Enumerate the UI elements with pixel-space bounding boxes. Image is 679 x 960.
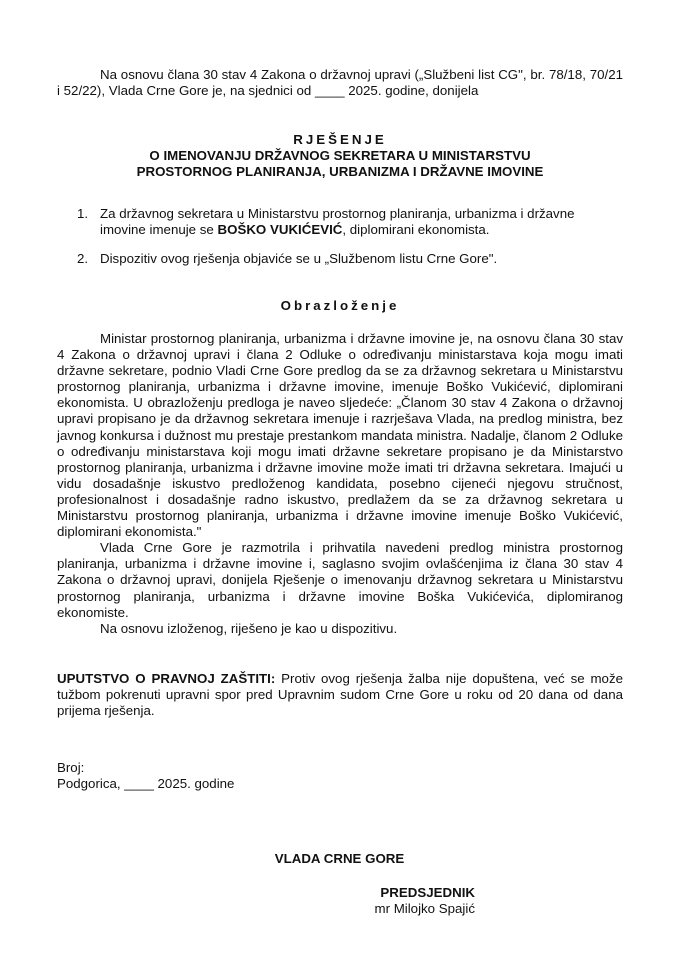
list-number: 2.	[77, 251, 89, 267]
list-text: Dispozitiv ovog rješenja objaviće se u „Službenom listu Crne Gore".	[100, 251, 498, 267]
document-title: RJEŠENJE	[293, 132, 387, 147]
reasoning-body	[57, 331, 623, 637]
decision-list	[57, 206, 623, 268]
reasoning-title: Obrazloženje	[280, 298, 400, 313]
signatory-name: mr Milojko Spajić	[374, 901, 475, 917]
item-text: Za državnog sekretara u Ministarstvu prostornog planiranja, urbanizma i državne imovine imenuje se	[100, 206, 575, 238]
place-date: Podgorica, ____ 2025. godine	[57, 776, 235, 792]
signature-block	[345, 885, 475, 917]
reasoning-paragraph: Na osnovu izloženog, riješeno je kao u dispozitivu.	[100, 620, 398, 636]
appointee-name: BOŠKO VUKIĆEVIĆ	[217, 222, 343, 238]
item-text-after: , diplomirani ekonomista.	[342, 222, 490, 238]
document-number-label: Broj:	[57, 760, 85, 775]
reasoning-paragraph: Vlada Crne Gore je razmotrila i prihvatila navedeni predlog ministra prostornog planiranja, urbanizma i državne imovine i, saglasno svojim ovlašćenjima iz člana 30 stav 4 Zakona o državnoj upravi, donijela Rješenje o imenovanju državnog sekretara u Ministarstvu prostornog planiranja, urbanizma i državne imovine Boška Vukićevića, diplomiranog ekonomiste.	[57, 540, 623, 620]
government-name: VLADA CRNE GORE	[274, 851, 405, 866]
list-text	[100, 206, 623, 238]
legal-remedy-label: UPUTSTVO O PRAVNOJ ZAŠTITI:	[57, 671, 276, 686]
reasoning-paragraph: Ministar prostornog planiranja, urbanizma i državne imovine je, na osnovu člana 30 stav 4 Zakona o državnoj upravi i člana 2 Odluke o određivanju ministarstava koja mogu imati državne sekretare, podnio Vladi Crne Gore predlog da se za državnog sekretara u Ministarstvu prostornog planiranja, urbanizma i državne imovine, imenuje Boško Vukićević, diplomirani ekonomista. U obrazloženju predloga je naveo sljedeće: „Članom 30 stav 4 Zakona o državnoj upravi propisano je da državnog sekretara imenuje i razrješava Vlada, na predlog ministra, bez javnog konkursa i dužnost mu prestaje prestankom mandata ministra. Nadalje, članom 2 Odluke o određivanju ministarstava koji mogu imati državne sekretare propisano je da Ministarstvo prostornog planiranja, urbanizma i državne imovine može imati tri državna sekretara. Imajući u vidu dosadašnje iskustvo predloženog kandidata, posebno cijeneći njegovu stručnost, profesionalnost i dosadašnje radno iskustvo, predlažem da se za državnog sekretara u Ministarstvu prostornog planiranja, urbanizma i državne imovine imenuje Boško Vukićević, diplomirani ekonomista."	[57, 331, 623, 540]
preamble: Na osnovu člana 30 stav 4 Zakona o državnoj upravi („Službeni list CG", br. 78/18, 70/21 i 52/22), Vlada Crne Gore je, na sjednici od ____ 2025. godine, donijela	[57, 67, 623, 99]
list-item	[57, 251, 623, 267]
document-subtitle-line1: O IMENOVANJU DRŽAVNOG SEKRETARA U MINISTARSTVU	[149, 148, 531, 164]
document-subtitle-line2: PROSTORNOG PLANIRANJA, URBANIZMA I DRŽAVNE IMOVINE	[136, 164, 544, 180]
list-number: 1.	[77, 206, 89, 221]
signatory-title: PREDSJEDNIK	[380, 885, 475, 900]
document-number-block	[57, 760, 623, 792]
legal-remedy	[57, 671, 623, 720]
list-item	[57, 206, 623, 238]
document-heading	[57, 132, 623, 181]
legal-remedy-text: Protiv ovog rješenja žalba nije dopuštena, već se može tužbom pokrenuti upravni spor pred Upravnim sudom Crne Gore u roku od 20 dana od dana prijema rješenja.	[57, 671, 623, 719]
